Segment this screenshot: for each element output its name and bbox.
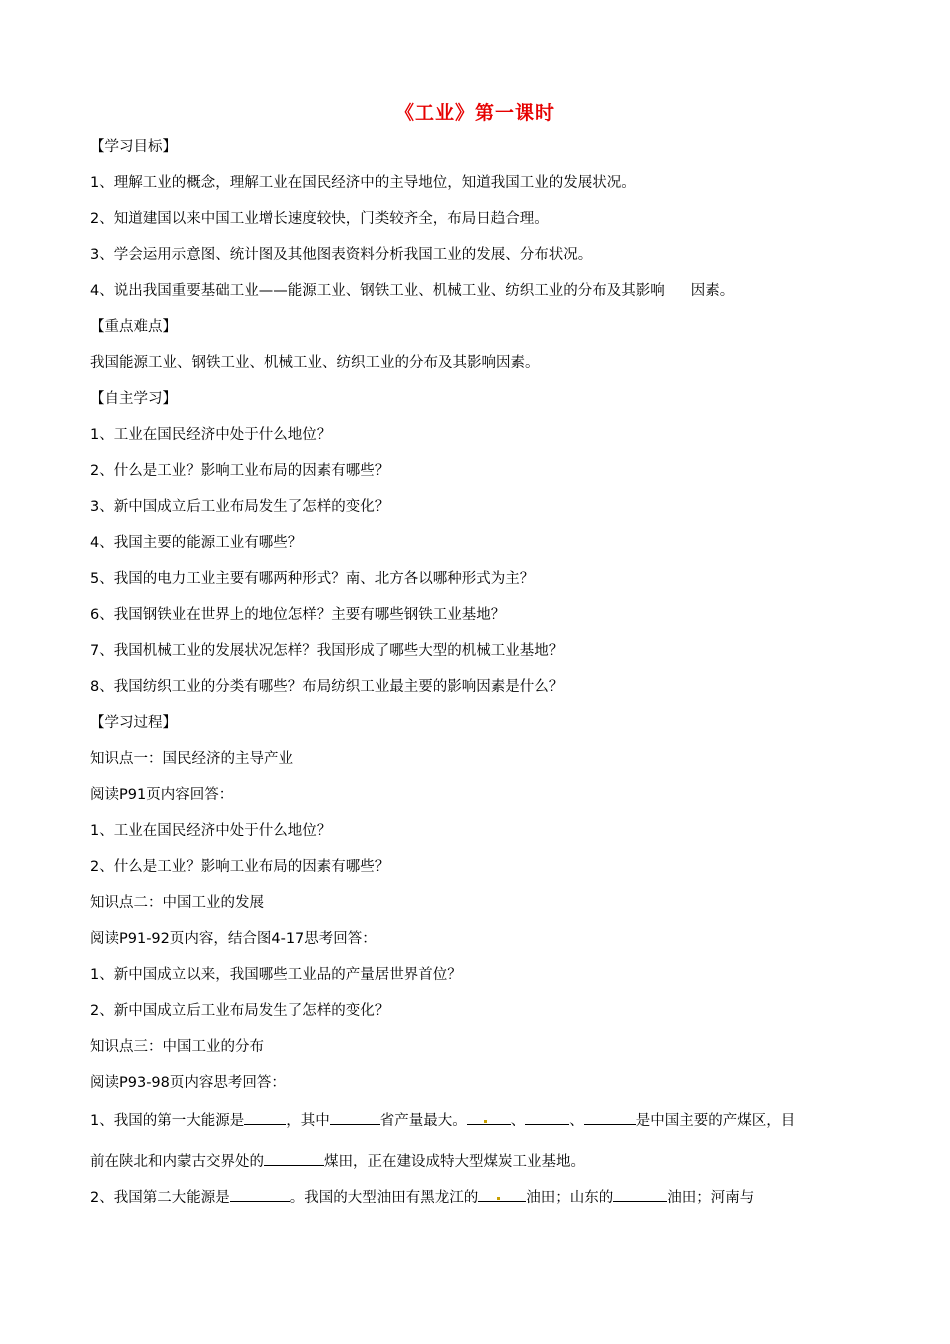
- fill-text: 油田；山东的: [526, 1190, 614, 1206]
- self-study-question: 5、我国的电力工业主要有哪两种形式？南、北方各以哪种形式为主？: [90, 571, 535, 587]
- answer-blank[interactable]: [244, 1109, 286, 1125]
- self-study-question: 1、工业在国民经济中处于什么地位？: [90, 427, 332, 443]
- page-title: 《工业》第一课时: [394, 102, 555, 124]
- fill-blank-question-1: [90, 1109, 795, 1131]
- answer-blank[interactable]: [613, 1186, 667, 1202]
- fill-text: 、: [510, 1113, 526, 1129]
- knowledge-point-2: 知识点二：中国工业的发展: [90, 895, 264, 911]
- reading-instruction: 阅读P91-92页内容，结合图4-17思考回答：: [90, 931, 377, 947]
- self-study-question: 8、我国纺织工业的分类有哪些？布局纺织工业最主要的影响因素是什么？: [90, 679, 564, 695]
- fill-text: 省产量最大。: [379, 1113, 467, 1129]
- process-question: 2、什么是工业？影响工业布局的因素有哪些？: [90, 859, 390, 875]
- process-question: 2、新中国成立后工业布局发生了怎样的变化？: [90, 1003, 390, 1019]
- fill-text: 2、我国第二大能源是: [90, 1190, 230, 1206]
- fill-text: ，其中: [286, 1113, 330, 1129]
- fill-text: 煤田，正在建设成特大型煤炭工业基地。: [324, 1154, 585, 1170]
- fill-text: 。我国的大型油田有黑龙江的: [289, 1190, 479, 1206]
- self-study-question: 7、我国机械工业的发展状况怎样？我国形成了哪些大型的机械工业基地？: [90, 643, 564, 659]
- self-study-question: 4、我国主要的能源工业有哪些？: [90, 535, 303, 551]
- knowledge-point-1: 知识点一：国民经济的主导产业: [90, 751, 293, 767]
- fill-text: 前在陕北和内蒙古交界处的: [90, 1154, 264, 1170]
- reading-instruction: 阅读P91页内容回答：: [90, 787, 234, 803]
- answer-blank[interactable]: [525, 1109, 569, 1125]
- answer-blank[interactable]: [264, 1150, 324, 1166]
- answer-blank[interactable]: [584, 1109, 636, 1125]
- objective-item: [90, 281, 734, 301]
- answer-blank[interactable]: [467, 1109, 511, 1125]
- process-heading: 【学习过程】: [90, 715, 177, 731]
- reading-instruction: 阅读P93-98页内容思考回答：: [90, 1075, 286, 1091]
- objective-4-text: 4、说出我国重要基础工业——能源工业、钢铁工业、机械工业、纺织工业的分布及其影响: [90, 283, 665, 299]
- fill-text: 油田；河南与: [667, 1190, 755, 1206]
- keypoints-heading: 【重点难点】: [90, 319, 177, 335]
- answer-blank[interactable]: [478, 1186, 526, 1202]
- fill-text: 是中国主要的产煤区，目: [635, 1113, 796, 1129]
- fill-blank-question-2: [90, 1186, 754, 1208]
- objective-item: 1、理解工业的概念，理解工业在国民经济中的主导地位，知道我国工业的发展状况。: [90, 175, 636, 191]
- objectives-heading: 【学习目标】: [90, 139, 177, 155]
- keypoints-text: 我国能源工业、钢铁工业、机械工业、纺织工业的分布及其影响因素。: [90, 355, 540, 371]
- objective-item: 3、学会运用示意图、统计图及其他图表资料分析我国工业的发展、分布状况。: [90, 247, 593, 263]
- objective-item: 2、知道建国以来中国工业增长速度较快，门类较齐全，布局日趋合理。: [90, 211, 549, 227]
- self-study-question: 3、新中国成立后工业布局发生了怎样的变化？: [90, 499, 390, 515]
- answer-blank[interactable]: [330, 1109, 380, 1125]
- process-question: 1、工业在国民经济中处于什么地位？: [90, 823, 332, 839]
- process-question: 1、新中国成立以来，我国哪些工业品的产量居世界首位？: [90, 967, 462, 983]
- knowledge-point-3: 知识点三：中国工业的分布: [90, 1039, 264, 1055]
- fill-text: 1、我国的第一大能源是: [90, 1113, 245, 1129]
- fill-text: 、: [569, 1113, 584, 1129]
- self-study-question: 6、我国钢铁业在世界上的地位怎样？主要有哪些钢铁工业基地？: [90, 607, 506, 623]
- fill-blank-question-1-cont: [90, 1150, 585, 1172]
- self-study-heading: 【自主学习】: [90, 391, 177, 407]
- answer-blank[interactable]: [230, 1186, 290, 1202]
- self-study-question: 2、什么是工业？影响工业布局的因素有哪些？: [90, 463, 390, 479]
- objective-4-tail: 因素。: [690, 283, 735, 299]
